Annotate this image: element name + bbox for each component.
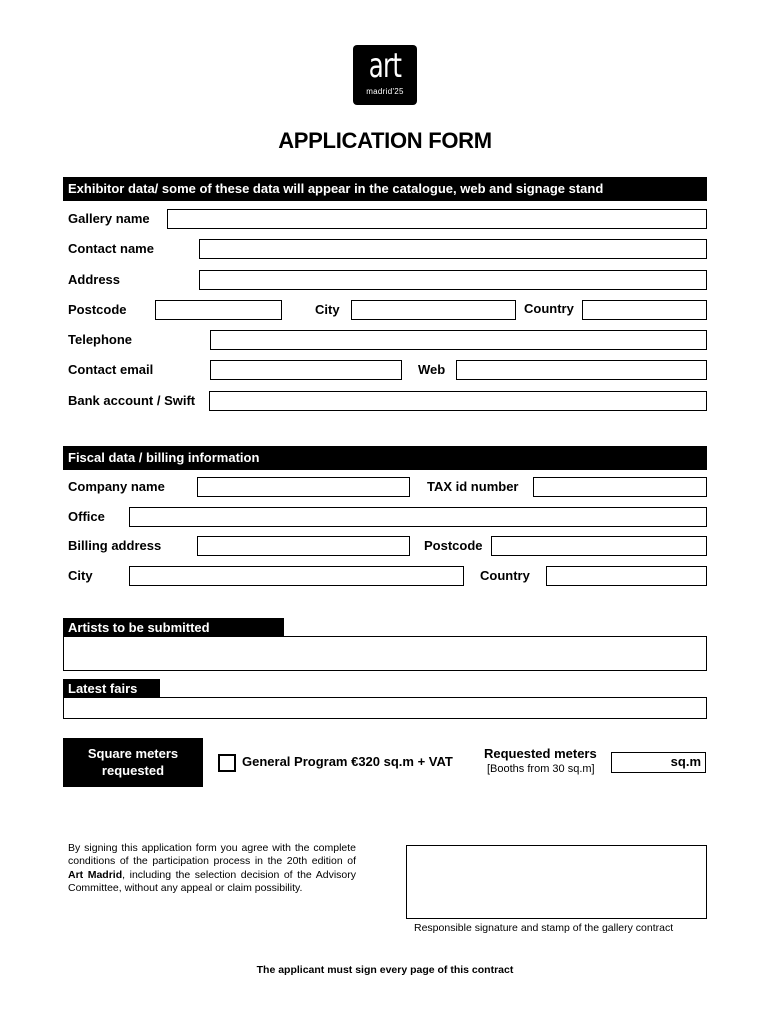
contact-email-field[interactable] [210,360,402,380]
country-field[interactable] [582,300,707,320]
bank-account-label: Bank account / Swift [68,393,196,408]
latest-fairs-section-header: Latest fairs [63,679,160,698]
requested-meters-label: Requested meters [484,746,597,761]
page-title: APPLICATION FORM [278,128,492,153]
logo-wordmark: art [368,46,402,86]
terms-text-start: By signing this application form you agree with the complete conditions of the participation process in the 20th edition of [68,842,356,868]
contact-name-field[interactable] [199,239,707,259]
billing-country-field[interactable] [546,566,707,586]
country-label: Country [524,301,574,316]
postcode-field[interactable] [155,300,282,320]
tax-id-label: TAX id number [427,479,519,494]
tax-id-field[interactable] [533,477,707,497]
bank-account-field[interactable] [209,391,707,411]
terms-text-bold: Art Madrid [68,868,123,881]
billing-city-field[interactable] [129,566,464,586]
web-field[interactable] [456,360,707,380]
requested-meters-field[interactable] [611,752,706,773]
footer-note: The applicant must sign every page of this contract [256,964,514,976]
billing-country-label: Country [480,568,530,583]
requested-meters-note: [Booths from 30 sq.m] [487,763,595,775]
general-program-checkbox[interactable] [218,754,236,772]
company-name-field[interactable] [197,477,410,497]
office-field[interactable] [129,507,707,527]
gallery-name-field[interactable] [167,209,707,229]
terms-text [68,842,356,895]
office-label: Office [68,509,105,524]
billing-postcode-field[interactable] [491,536,707,556]
city-label: City [315,302,340,317]
latest-fairs-field[interactable] [63,697,707,719]
general-program-label: General Program €320 sq.m + VAT [242,754,453,769]
signature-box[interactable] [406,845,707,919]
sqm-unit: sq.m [670,754,701,769]
city-field[interactable] [351,300,516,320]
web-label: Web [418,362,446,377]
billing-postcode-label: Postcode [424,538,483,553]
terms-text-end: , including the selection decision of the Advisory Committee, without any appeal or claim possibility. [68,868,356,894]
contact-email-label: Contact email [68,362,154,377]
logo-subtitle: madrid'25 [366,87,404,96]
fiscal-section-header: Fiscal data / billing information [63,446,707,470]
signature-caption: Responsible signature and stamp of the gallery contract [414,922,674,934]
square-meters-line1: Square meters [87,746,179,761]
billing-city-label: City [68,568,93,583]
exhibitor-section-header: Exhibitor data/ some of these data will appear in the catalogue, web and signage stand [63,177,707,201]
address-field[interactable] [199,270,707,290]
telephone-label: Telephone [68,332,133,347]
artists-section-header: Artists to be submitted [63,618,284,637]
billing-address-field[interactable] [197,536,410,556]
telephone-field[interactable] [210,330,707,350]
address-label: Address [68,272,121,287]
company-name-label: Company name [68,479,165,494]
contact-name-label: Contact name [68,241,154,256]
art-madrid-logo [353,45,417,105]
billing-address-label: Billing address [68,538,162,553]
artists-field[interactable] [63,636,707,671]
postcode-label: Postcode [68,302,127,317]
gallery-name-label: Gallery name [68,211,150,226]
square-meters-box [63,738,203,787]
square-meters-line2: requested [101,763,165,778]
